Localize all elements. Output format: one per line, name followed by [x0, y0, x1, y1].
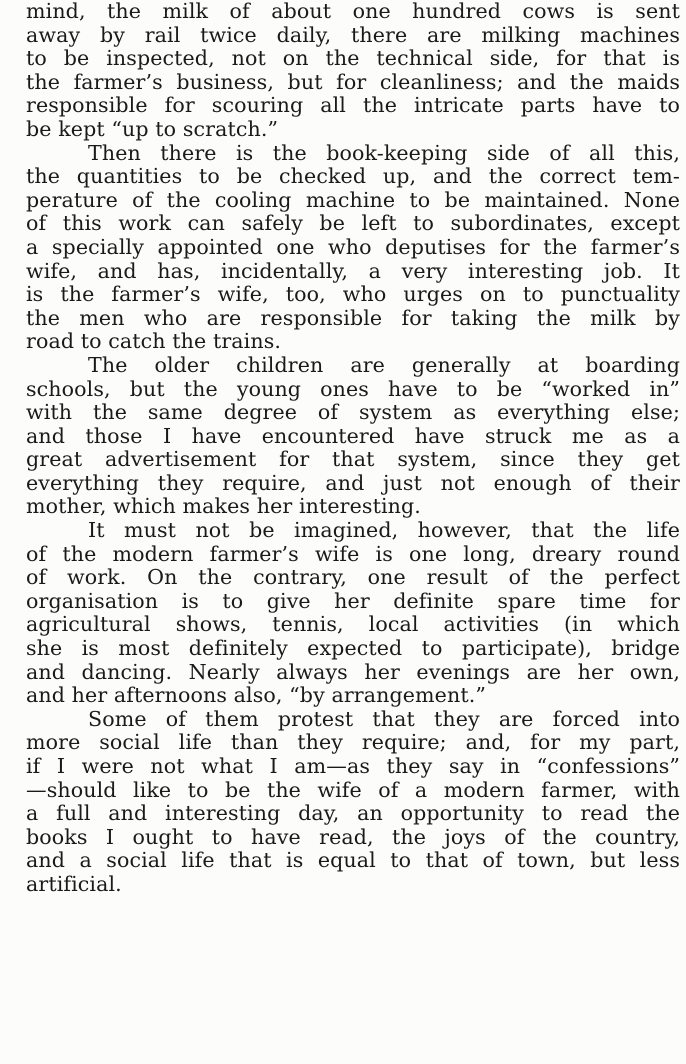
text-line: to be inspected, not on the technical side, for that is	[26, 46, 680, 71]
text-line: of work. On the contrary, one result of the perfect	[26, 565, 680, 590]
text-line: books I ought to have read, the joys of the country,	[26, 824, 680, 849]
text-line: organisation is to give her definite spare time for	[26, 588, 680, 613]
paragraph-3	[26, 354, 680, 519]
paragraph-2	[26, 142, 680, 354]
paragraph-4	[26, 519, 680, 708]
text-line: and her afternoons also, “by arrangement.”	[26, 683, 486, 708]
text-line: and dancing. Nearly always her evenings are her own,	[26, 659, 680, 684]
text-line: artificial.	[26, 871, 122, 896]
text-line: the quantities to be checked up, and the correct tem-	[26, 164, 680, 189]
text-line: and a social life that is equal to that of town, but less	[26, 848, 680, 873]
text-line: agricultural shows, tennis, local activities (in which	[26, 612, 680, 637]
text-line: —should like to be the wife of a modern farmer, with	[26, 777, 680, 802]
text-line: of this work can safely be left to subordinates, except	[26, 211, 680, 236]
text-line: great advertisement for that system, since they get	[26, 447, 680, 472]
text-line: away by rail twice daily, there are milking machines	[26, 22, 680, 47]
text-line: perature of the cooling machine to be maintained. None	[26, 187, 680, 212]
text-line: if I were not what I am—as they say in “confessions”	[26, 754, 680, 778]
text-line: a full and interesting day, an opportunity to read the	[26, 801, 680, 826]
text-line: is the farmer’s wife, too, who urges on to punctuality	[26, 282, 680, 307]
text-line: The older children are generally at boarding	[88, 352, 680, 377]
text-line: the men who are responsible for taking the milk by	[26, 305, 680, 330]
text-line: with the same degree of system as everything else;	[26, 400, 680, 425]
text-line: she is most definitely expected to participate), bridge	[26, 636, 680, 661]
paragraph-1	[26, 0, 680, 142]
text-line: responsible for scouring all the intricate parts have to	[26, 93, 680, 118]
text-line: mother, which makes her interesting.	[26, 494, 421, 519]
text-line: mind, the milk of about one hundred cows is sent	[26, 0, 680, 23]
text-line: schools, but the young ones have to be “worked in”	[26, 376, 680, 401]
text-line: the farmer’s business, but for cleanliness; and the maids	[26, 69, 680, 94]
text-line: be kept “up to scratch.”	[26, 116, 279, 141]
body-text	[26, 0, 680, 897]
text-line: It must not be imagined, however, that the life	[88, 518, 680, 543]
text-line: and those I have encountered have struck me as a	[26, 423, 680, 448]
text-line: more social life than they require; and, for my part,	[26, 730, 680, 755]
text-line: a specially appointed one who deputises for the farmer’s	[26, 234, 680, 259]
text-line: Then there is the book-keeping side of all this,	[88, 140, 680, 165]
text-line: Some of them protest that they are forced into	[88, 706, 680, 731]
text-line: wife, and has, incidentally, a very interesting job. It	[26, 258, 680, 283]
text-line: road to catch the trains.	[26, 329, 282, 354]
paragraph-5	[26, 708, 680, 897]
text-line: of the modern farmer’s wife is one long, dreary round	[26, 541, 680, 566]
text-line: everything they require, and just not enough of their	[26, 470, 680, 495]
